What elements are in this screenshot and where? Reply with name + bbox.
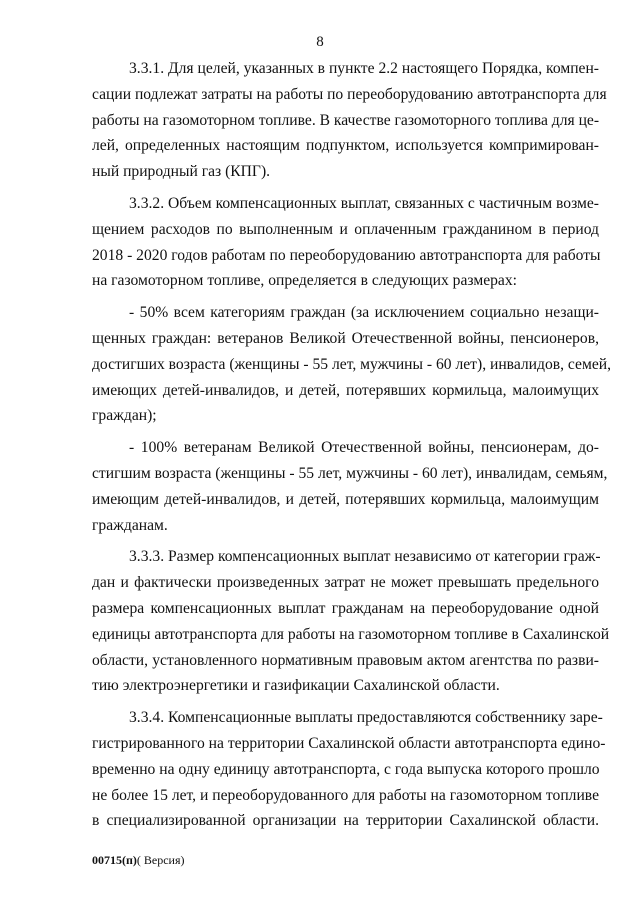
text-line: работы на газомоторном топливе. В качестве газомоторного топлива для це-: [92, 111, 600, 129]
text-line: гражданам.: [92, 516, 168, 534]
text-line: 3.3.1. Для целей, указанных в пункте 2.2 настоящего Порядка, компен-: [129, 60, 599, 77]
paragraph-3-3-1: [92, 56, 607, 185]
text-line: граждан);: [92, 407, 157, 425]
paragraph-3-3-3: [92, 544, 610, 699]
document-code: 00715(п): [92, 853, 137, 867]
text-line: имеющих детей-инвалидов, и детей, потерявших кормильца, малоимущих: [92, 381, 599, 399]
text-line: временно на одну единицу автотранспорта, с года выпуска которого прошло: [92, 760, 600, 778]
text-line: 3.3.3. Размер компенсационных выплат независимо от категории граж-: [129, 548, 601, 566]
text-line: лей, определенных настоящим подпунктом, используется компримирован-: [92, 137, 599, 155]
text-line: на газомоторном топливе, определяется в следующих размерах:: [92, 272, 517, 290]
text-line: 3.3.2. Объем компенсационных выплат, связанных с частичным возме-: [129, 194, 599, 212]
text-line: ный природный газ (КПГ).: [92, 163, 271, 181]
text-line: имеющим детей-инвалидов, и детей, потерявших кормильца, малоимущим: [92, 490, 599, 508]
text-line: сации подлежат затраты на работы по переоборудованию автотранспорта для: [92, 85, 607, 103]
text-line: 3.3.4. Компенсационные выплаты предоставляются собственнику заре-: [129, 709, 603, 727]
list-item-100-percent: [92, 435, 608, 538]
text-line: дан и фактически произведенных затрат не может превышать предельного: [92, 574, 599, 592]
text-line: гистрированного на территории Сахалинской области автотранспорта едино-: [92, 734, 606, 752]
paragraph-3-3-2: [92, 191, 599, 294]
text-line: размера компенсационных выплат гражданам на переоборудование одной: [92, 599, 599, 617]
paragraph-3-3-4: [92, 705, 606, 834]
text-line: в специализированной организации на территории Сахалинской области.: [92, 812, 599, 830]
text-line: тию электроэнергетики и газификации Сахалинской области.: [92, 677, 500, 695]
text-line: единицы автотранспорта для работы на газомоторном топливе в Сахалинской: [92, 625, 610, 643]
text-line: - 100% ветеранам Великой Отечественной войны, пенсионерам, до-: [129, 439, 599, 457]
text-line: щением расходов по выполненным и оплаченным гражданином в период: [92, 220, 599, 238]
text-line: не более 15 лет, и переоборудованного для работы на газомоторном топливе: [92, 786, 599, 804]
text-line: щенных граждан: ветеранов Великой Отечественной войны, пенсионеров,: [92, 329, 599, 347]
document-version: ( Версия): [136, 853, 185, 867]
document-footer: [92, 853, 185, 868]
text-line: области, установленного нормативным правовым актом агентства по разви-: [92, 651, 599, 669]
document-body: [92, 56, 611, 834]
text-line: 2018 - 2020 годов работам по переоборудованию автотранспорта для работы: [92, 246, 601, 264]
text-line: стигшим возраста (женщины - 55 лет, мужчины - 60 лет), инвалидам, семьям,: [92, 464, 608, 482]
page-number: 8: [316, 34, 324, 50]
text-line: достигших возраста (женщины - 55 лет, мужчины - 60 лет), инвалидов, семей,: [92, 355, 611, 373]
list-item-50-percent: [92, 300, 611, 429]
text-line: - 50% всем категориям граждан (за исключением социально незащи-: [129, 304, 599, 322]
